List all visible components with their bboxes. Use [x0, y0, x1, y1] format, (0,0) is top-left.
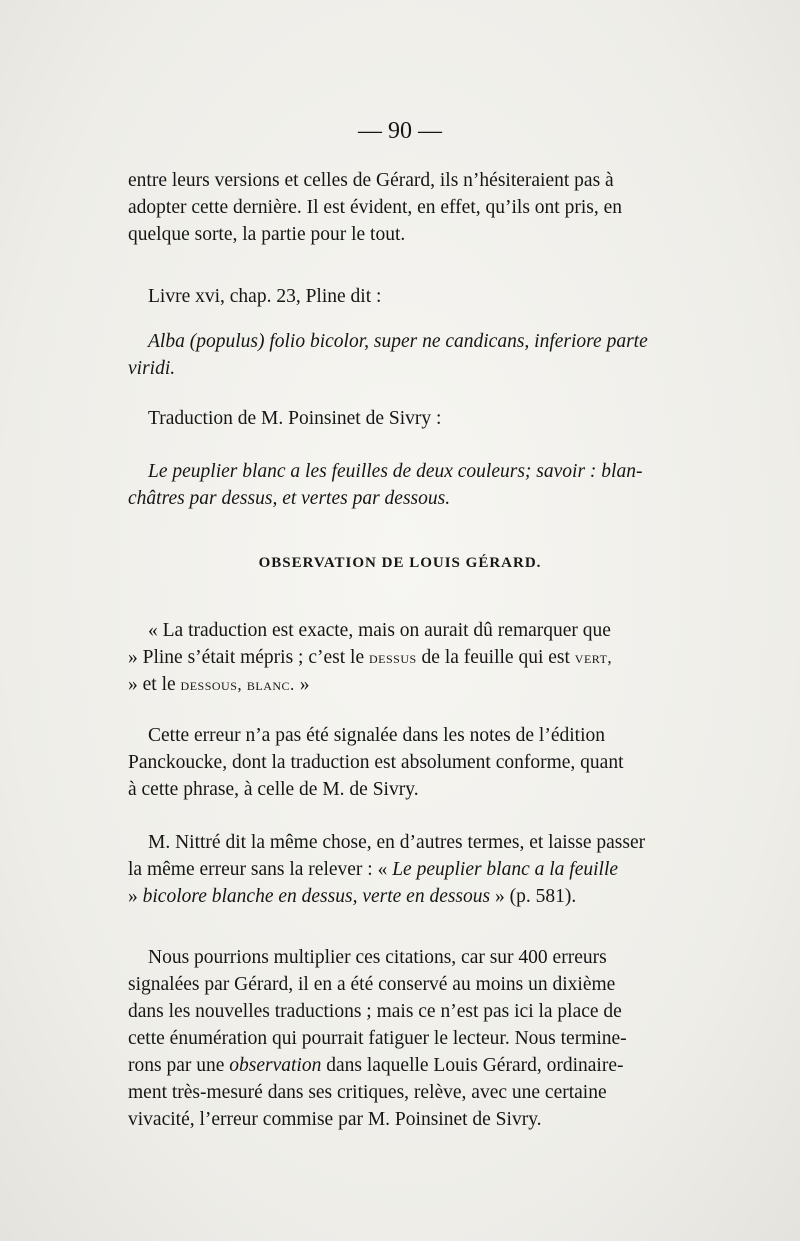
text-line: signalées par Gérard, il en a été conservé au moins un dixième — [128, 974, 616, 995]
paragraph-intro — [128, 167, 704, 248]
text-line: la même erreur sans la relever : « Le peuplier blanc a la feuille — [128, 859, 619, 880]
text-line: Alba (populus) folio bicolor, super ne candicans, inferiore parte — [148, 331, 648, 352]
paragraph-panckoucke — [128, 722, 704, 803]
text-line: à cette phrase, à celle de M. de Sivry. — [128, 779, 419, 800]
text-line: » Pline s’était mépris ; c’est le dessus de la feuille qui est vert, — [128, 647, 613, 668]
page-number: — 90 — — [358, 118, 442, 144]
text-line: adopter cette dernière. Il est évident, en effet, qu’ils ont pris, en — [128, 197, 622, 218]
paragraph-nittre — [128, 829, 704, 910]
text-line: dans les nouvelles traductions ; mais ce n’est pas ici la place de — [128, 1001, 622, 1022]
paragraph-translation — [128, 458, 704, 512]
text-line: rons par une observation dans laquelle Louis Gérard, ordinaire- — [128, 1055, 624, 1076]
text-line: entre leurs versions et celles de Gérard, ils n’hésiteraient pas à — [128, 170, 614, 191]
text-line: Le peuplier blanc a les feuilles de deux couleurs; savoir : blan- — [148, 461, 643, 482]
text-line: vivacité, l’erreur commise par M. Poinsinet de Sivry. — [128, 1109, 542, 1130]
text-line: cette énumération qui pourrait fatiguer le lecteur. Nous termine- — [128, 1028, 627, 1049]
paragraph-translation-label: Traduction de M. Poinsinet de Sivry : — [148, 408, 442, 429]
text-line: ment très-mesuré dans ses critiques, relève, avec une certaine — [128, 1082, 607, 1103]
text-line: » bicolore blanche en dessus, verte en dessous » (p. 581). — [128, 886, 577, 907]
paragraph-citation-ref: Livre xvi, chap. 23, Pline dit : — [148, 286, 382, 307]
text-line: M. Nittré dit la même chose, en d’autres termes, et laisse passer — [148, 832, 646, 853]
text-line: « La traduction est exacte, mais on aurait dû remarquer que — [148, 620, 611, 641]
text-line: châtres par dessus, et vertes par dessous. — [128, 488, 451, 509]
text-line: quelque sorte, la partie pour le tout. — [128, 224, 406, 245]
text-line: viridi. — [128, 358, 176, 379]
paragraph-observation-quote — [128, 617, 704, 698]
paragraph-latin-quote — [128, 328, 704, 382]
section-heading: OBSERVATION DE LOUIS GÉRARD. — [258, 555, 542, 571]
paragraph-conclusion — [128, 944, 704, 1133]
text-line: Cette erreur n’a pas été signalée dans les notes de l’édition — [148, 725, 605, 746]
text-line: » et le dessous, blanc. » — [128, 674, 310, 695]
text-line: Nous pourrions multiplier ces citations, car sur 400 erreurs — [148, 947, 607, 968]
text-line: Panckoucke, dont la traduction est absolument conforme, quant — [128, 752, 624, 773]
